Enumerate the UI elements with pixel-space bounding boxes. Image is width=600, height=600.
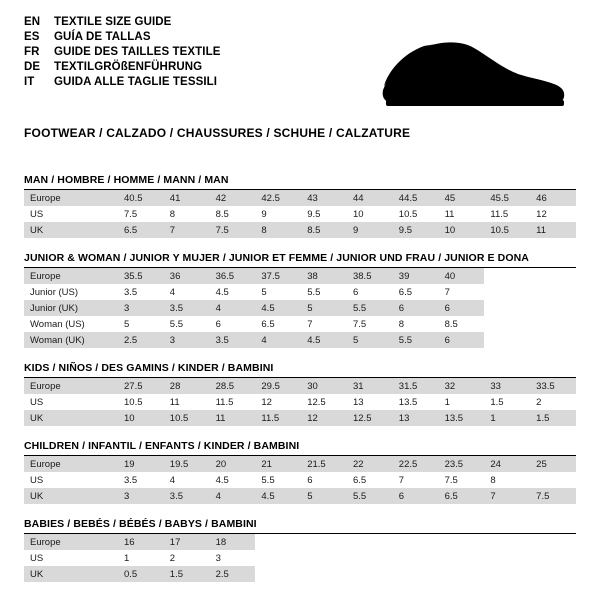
size-cell — [393, 534, 439, 550]
size-cell: 5 — [301, 488, 347, 504]
size-cell: 40.5 — [118, 190, 164, 206]
size-cell: 8 — [490, 474, 496, 486]
size-cell: 6 — [215, 318, 221, 330]
table-row — [24, 410, 576, 426]
size-cell: 24 — [484, 456, 530, 472]
size-cell — [484, 268, 530, 284]
row-label: Junior (UK) — [24, 300, 118, 316]
size-cell: 38.5 — [347, 268, 393, 284]
size-cell — [347, 566, 393, 582]
size-cell — [439, 566, 485, 582]
size-block — [24, 362, 576, 426]
row-label: Europe — [24, 456, 118, 472]
size-cell — [439, 534, 485, 550]
table-row — [24, 222, 576, 238]
size-table — [24, 456, 576, 504]
size-cell: 19.5 — [164, 456, 210, 472]
size-block — [24, 440, 576, 504]
size-cell: 12.5 — [307, 396, 326, 408]
size-block — [24, 174, 576, 238]
table-row — [24, 190, 576, 206]
size-cell: 11.5 — [215, 396, 234, 408]
size-cell: 1.5 — [164, 566, 210, 582]
size-cell: 3.5 — [124, 286, 138, 298]
size-cell: 9 — [261, 208, 267, 220]
size-cell: 10.5 — [164, 410, 210, 426]
language-title-list — [24, 14, 221, 89]
size-cell: 12 — [261, 396, 272, 408]
size-cell: 21 — [255, 456, 301, 472]
size-cell: 7.5 — [210, 222, 256, 238]
size-cell — [347, 534, 393, 550]
row-label: US — [30, 552, 44, 564]
size-cell: 6.5 — [352, 474, 367, 486]
footwear-title: FOOTWEAR / CALZADO / CHAUSSURES / SCHUHE / CALZATURE — [24, 126, 411, 140]
size-cell — [393, 550, 439, 566]
size-cell: 4 — [169, 286, 176, 298]
table-row — [24, 472, 576, 488]
row-label: Europe — [24, 268, 118, 284]
size-cell: 42.5 — [255, 190, 301, 206]
row-label: US — [30, 208, 44, 220]
size-cell: 9.5 — [393, 222, 439, 238]
size-cell: 12 — [536, 208, 547, 220]
size-cell: 13 — [352, 396, 364, 408]
size-cell: 5.5 — [347, 488, 393, 504]
size-cell — [393, 566, 439, 582]
size-block-title: BABIES / BEBÉS / BÉBÉS / BABYS / BAMBINI — [24, 518, 576, 534]
size-cell: 43 — [301, 190, 347, 206]
row-label: Europe — [24, 190, 118, 206]
size-cell — [484, 332, 530, 348]
row-label: Europe — [24, 378, 118, 394]
size-cell: 22.5 — [393, 456, 439, 472]
size-block-title: KIDS / NIÑOS / DES GAMINS / KINDER / BAMBINI — [24, 362, 576, 378]
size-cell: 3 — [118, 300, 164, 316]
size-cell: 13.5 — [439, 410, 485, 426]
table-row — [24, 316, 576, 332]
size-cell: 5.5 — [347, 300, 393, 316]
size-cell: 3.5 — [210, 332, 256, 348]
size-cell: 7.5 — [124, 208, 138, 220]
size-cell: 6.5 — [118, 222, 164, 238]
size-cell: 5.5 — [307, 286, 321, 298]
size-cell — [484, 534, 530, 550]
size-cell — [301, 550, 347, 566]
size-cell: 16 — [118, 534, 164, 550]
row-label: UK — [24, 222, 118, 238]
language-row — [24, 44, 221, 59]
size-block-title: JUNIOR & WOMAN / JUNIOR Y MUJER / JUNIOR ET FEMME / JUNIOR UND FRAU / JUNIOR E DONA — [24, 252, 576, 268]
size-cell: 30 — [301, 378, 347, 394]
size-cell — [255, 566, 301, 582]
size-cell — [530, 566, 576, 582]
size-cell: 4 — [210, 488, 256, 504]
language-code: EN — [24, 15, 41, 28]
size-cell: 11.5 — [490, 208, 509, 220]
size-cell: 7 — [398, 474, 405, 486]
size-cell: 1 — [444, 396, 450, 408]
size-cell: 6 — [393, 488, 439, 504]
size-cell: 46 — [530, 190, 576, 206]
table-row — [24, 268, 576, 284]
language-title: GUIDE DES TAILLES TEXTILE — [54, 45, 221, 58]
size-cell: 10.5 — [124, 396, 143, 408]
size-cell: 6 — [352, 286, 359, 298]
size-cell: 10 — [352, 208, 364, 220]
size-block-title: MAN / HOMBRE / HOMME / MANN / MAN — [24, 174, 576, 190]
size-cell: 3 — [215, 552, 221, 564]
size-cell: 7 — [484, 488, 530, 504]
size-cell — [484, 284, 530, 300]
size-cell: 4 — [169, 474, 176, 486]
table-row — [24, 284, 576, 300]
size-cell: 5.5 — [261, 474, 275, 486]
size-cell: 9.5 — [307, 208, 321, 220]
row-label: UK — [24, 410, 118, 426]
size-cell: 21.5 — [301, 456, 347, 472]
size-cell: 4.5 — [215, 474, 229, 486]
size-cell: 10.5 — [484, 222, 530, 238]
size-cell: 13.5 — [398, 396, 418, 408]
size-cell: 3 — [118, 488, 164, 504]
size-cell: 0.5 — [118, 566, 164, 582]
table-row — [24, 206, 576, 222]
size-cell — [484, 550, 530, 566]
table-row — [24, 394, 576, 410]
table-row — [24, 456, 576, 472]
size-cell: 31 — [347, 378, 393, 394]
size-cell: 18 — [210, 534, 256, 550]
size-cell: 3 — [164, 332, 210, 348]
size-cell: 2.5 — [118, 332, 164, 348]
size-cell: 1 — [124, 552, 130, 564]
language-code: ES — [24, 30, 40, 43]
size-cell — [530, 284, 576, 300]
size-cell — [255, 534, 301, 550]
size-cell: 12 — [301, 410, 347, 426]
language-code: IT — [24, 75, 35, 88]
size-table — [24, 534, 576, 582]
size-cell: 4 — [210, 300, 256, 316]
size-cell: 1 — [484, 410, 530, 426]
table-row — [24, 534, 576, 550]
size-cell: 19 — [118, 456, 164, 472]
size-cell: 12.5 — [347, 410, 393, 426]
table-row — [24, 332, 576, 348]
size-cell — [530, 332, 576, 348]
size-cell: 6 — [307, 474, 313, 486]
row-label: Europe — [24, 534, 118, 550]
size-cell: 41 — [164, 190, 210, 206]
size-cell: 3.5 — [164, 488, 210, 504]
size-cell: 1.5 — [490, 396, 504, 408]
size-cell: 6.5 — [439, 488, 485, 504]
size-cell — [484, 316, 530, 332]
size-cell — [530, 316, 576, 332]
size-cell: 28 — [164, 378, 210, 394]
size-cell: 13 — [393, 410, 439, 426]
size-cell: 11 — [210, 410, 256, 426]
size-cell — [530, 550, 576, 566]
size-cell — [530, 534, 576, 550]
size-cell: 11 — [444, 208, 455, 220]
size-cell: 39 — [393, 268, 439, 284]
size-cell: 5 — [347, 332, 393, 348]
size-block — [24, 252, 576, 348]
size-cell — [301, 534, 347, 550]
size-cell: 5 — [261, 286, 267, 298]
size-cell: 3.5 — [164, 300, 210, 316]
size-cell: 10 — [118, 410, 164, 426]
size-cell: 6 — [393, 300, 439, 316]
size-cell: 5.5 — [393, 332, 439, 348]
size-cell: 4 — [255, 332, 301, 348]
size-cell: 6.5 — [261, 318, 275, 330]
size-cell: 33.5 — [530, 378, 576, 394]
size-cell — [530, 268, 576, 284]
language-title: TEXTILGRÖßENFÜHRUNG — [54, 60, 203, 73]
size-cell: 25 — [530, 456, 576, 472]
row-label: US — [30, 474, 44, 486]
size-cell: 37.5 — [255, 268, 301, 284]
size-cell: 31.5 — [393, 378, 439, 394]
language-row — [24, 74, 221, 89]
size-cell: 5 — [301, 300, 347, 316]
size-cell — [301, 566, 347, 582]
row-label: UK — [24, 488, 118, 504]
size-cell: 44.5 — [393, 190, 439, 206]
size-table — [24, 268, 576, 348]
size-block-title: CHILDREN / INFANTIL / ENFANTS / KINDER / BAMBINI — [24, 440, 576, 456]
dress-shoe-icon — [378, 28, 568, 114]
size-block — [24, 518, 576, 582]
size-cell: 42 — [210, 190, 256, 206]
size-cell: 2.5 — [210, 566, 256, 582]
language-title: TEXTILE SIZE GUIDE — [54, 15, 172, 28]
size-cell: 45 — [439, 190, 485, 206]
size-cell: 7 — [164, 222, 210, 238]
table-row — [24, 378, 576, 394]
row-label: Junior (US) — [30, 286, 79, 298]
row-label: Woman (UK) — [24, 332, 118, 348]
size-cell: 8 — [255, 222, 301, 238]
size-cell: 4.5 — [301, 332, 347, 348]
table-row — [24, 300, 576, 316]
language-row — [24, 14, 221, 29]
size-cell: 11 — [169, 396, 180, 408]
size-table — [24, 190, 576, 238]
size-cell: 7.5 — [444, 474, 458, 486]
size-cell: 2 — [169, 552, 176, 564]
language-code: FR — [24, 45, 40, 58]
size-cell: 8.5 — [301, 222, 347, 238]
size-cell: 20 — [210, 456, 256, 472]
size-cell — [484, 566, 530, 582]
size-cell: 32 — [439, 378, 485, 394]
table-row — [24, 488, 576, 504]
row-label: US — [30, 396, 44, 408]
size-cell: 7.5 — [352, 318, 367, 330]
size-cell: 6 — [439, 300, 485, 316]
row-label: Woman (US) — [30, 318, 85, 330]
size-cell: 8.5 — [215, 208, 229, 220]
size-cell: 4.5 — [255, 300, 301, 316]
size-cell: 33 — [484, 378, 530, 394]
size-cell: 11.5 — [255, 410, 301, 426]
table-row — [24, 566, 576, 582]
row-label: UK — [24, 566, 118, 582]
size-cell: 44 — [347, 190, 393, 206]
size-cell: 10.5 — [398, 208, 418, 220]
size-cell: 9 — [347, 222, 393, 238]
language-row — [24, 29, 221, 44]
size-cell — [347, 550, 393, 566]
size-cell: 8.5 — [444, 318, 458, 330]
size-cell: 4.5 — [215, 286, 229, 298]
size-cell: 7 — [444, 286, 450, 298]
size-table — [24, 378, 576, 426]
language-code: DE — [24, 60, 41, 73]
size-cell: 23.5 — [439, 456, 485, 472]
size-cell: 36 — [164, 268, 210, 284]
size-cell — [255, 550, 301, 566]
size-cell: 4.5 — [255, 488, 301, 504]
size-cell: 6 — [439, 332, 485, 348]
size-cell: 17 — [164, 534, 210, 550]
size-cell: 7 — [307, 318, 313, 330]
size-cell: 36.5 — [210, 268, 256, 284]
size-cell — [439, 550, 485, 566]
size-cell — [484, 300, 530, 316]
size-cell — [530, 300, 576, 316]
language-row — [24, 59, 221, 74]
language-title: GUÍA DE TALLAS — [54, 30, 151, 43]
size-cell: 38 — [301, 268, 347, 284]
size-cell: 2 — [536, 396, 542, 408]
document-header — [24, 14, 576, 114]
size-cell: 1.5 — [530, 410, 576, 426]
size-cell: 7.5 — [530, 488, 576, 504]
size-cell: 8 — [398, 318, 405, 330]
size-cell: 6.5 — [398, 286, 412, 298]
size-cell: 8 — [169, 208, 176, 220]
size-cell: 28.5 — [210, 378, 256, 394]
size-cell: 3.5 — [124, 474, 138, 486]
size-cell: 22 — [347, 456, 393, 472]
size-cell: 10 — [439, 222, 485, 238]
size-cell: 29.5 — [255, 378, 301, 394]
size-cell: 5.5 — [169, 318, 184, 330]
size-blocks — [24, 174, 576, 582]
table-row — [24, 550, 576, 566]
size-cell: 11 — [530, 222, 576, 238]
size-cell: 35.5 — [118, 268, 164, 284]
size-cell: 5 — [124, 318, 130, 330]
size-cell: 40 — [439, 268, 485, 284]
language-title: GUIDA ALLE TAGLIE TESSILI — [54, 75, 218, 88]
size-cell: 45.5 — [484, 190, 530, 206]
size-cell — [530, 472, 576, 488]
size-cell: 27.5 — [118, 378, 164, 394]
